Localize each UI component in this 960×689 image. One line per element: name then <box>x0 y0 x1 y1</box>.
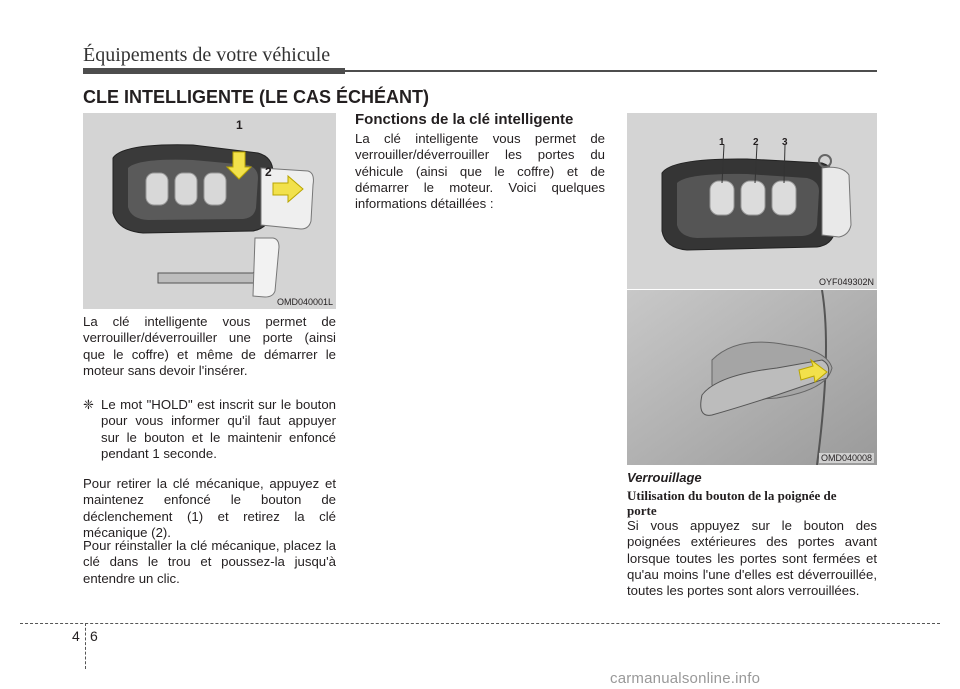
figure-caption: OYF049302N <box>818 277 874 287</box>
door-handle-illustration <box>627 290 877 465</box>
locking-paragraph: Si vous appuyez sur le bouton des poignées extérieures des portes avant lorsque toutes les portes sont fermées et qu'au moins l'une d'elles est déverrouillée, toutes les portes sont alors verrouillées. <box>627 518 877 599</box>
chapter-rule-thin <box>345 70 877 72</box>
section-title: CLE INTELLIGENTE (LE CAS ÉCHÉANT) <box>83 87 429 107</box>
hold-note-text: Le mot "HOLD" est inscrit sur le bouton pour vous informer qu'il faut appuyer sur le bouton et le maintenir enfoncé pendant 1 seconde. <box>101 397 336 461</box>
smart-key-figure <box>83 113 336 309</box>
figure-caption: OMD040001L <box>276 297 333 307</box>
fob-buttons-illustration <box>627 113 877 289</box>
door-handle-figure <box>627 290 877 465</box>
reinstall-key-paragraph: Pour réinstaller la clé mécanique, placez la clé dans le trou et poussez-la jusqu'à entendre un clic. <box>83 538 336 586</box>
locking-heading: Verrouillage <box>627 470 702 485</box>
footer-rule <box>20 623 940 624</box>
footer-divider <box>85 623 86 669</box>
functions-heading: Fonctions de la clé intelligente <box>355 111 574 128</box>
watermark[interactable]: carmanualsonline.info <box>610 670 761 687</box>
note-symbol: ❈ <box>83 397 95 412</box>
intro-paragraph: La clé intelligente vous permet de verrouiller/déverrouiller une porte (ainsi que le coffre) et même de démarrer le moteur sans devoir l'insérer. <box>83 314 336 378</box>
page-number: 6 <box>90 628 98 644</box>
hold-note <box>83 397 336 462</box>
figure-callout-2: 2 <box>753 137 759 148</box>
door-handle-button-heading: Utilisation du bouton de la poignée de porte <box>627 488 837 518</box>
chapter-number: 4 <box>72 628 80 644</box>
chapter-rule-thick <box>83 68 345 74</box>
figure-callout-1: 1 <box>236 118 243 132</box>
functions-paragraph: La clé intelligente vous permet de verrouiller/déverrouiller les portes du véhicule (ainsi que le coffre) et de démarrer le moteur. Voici quelques informations détaillées : <box>355 131 605 212</box>
fob-buttons-figure <box>627 113 877 289</box>
figure-callout-2: 2 <box>265 165 272 179</box>
chapter-title: Équipements de votre véhicule <box>83 44 331 66</box>
figure-callout-3: 3 <box>782 137 788 148</box>
figure-callout-1: 1 <box>719 137 725 148</box>
remove-key-paragraph: Pour retirer la clé mécanique, appuyez et maintenez enfoncé le bouton de déclenchement (1) et retirez la clé mécanique (2). <box>83 476 336 540</box>
smart-key-illustration <box>83 113 336 309</box>
figure-caption: OMD040008 <box>820 453 872 463</box>
